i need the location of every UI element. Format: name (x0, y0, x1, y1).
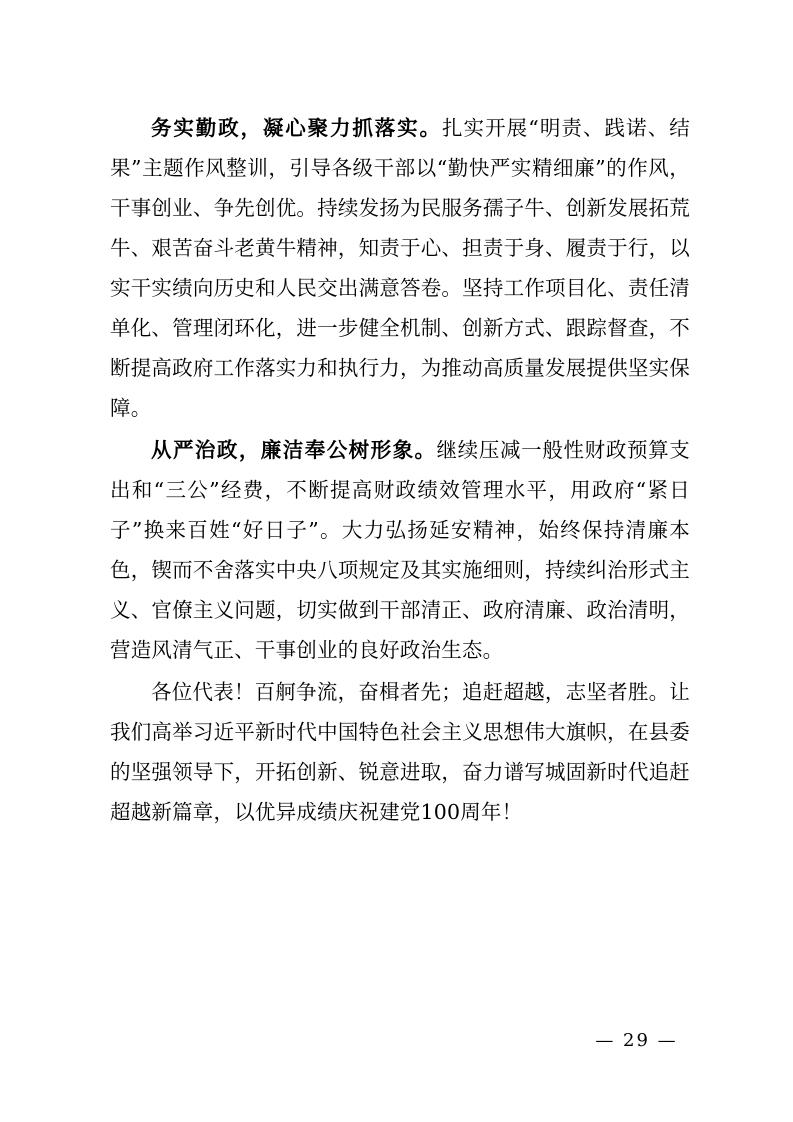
paragraph-1-lead: 务实勤政，凝心聚力抓落实。 (151, 116, 442, 140)
paragraph-1 (110, 108, 690, 428)
paragraph-2-lead: 从严治政，廉洁奉公树形象。 (151, 438, 437, 462)
paragraph-2-body: 继续压减一般性财政预算支出和“三公”经费，不断提高财政绩效管理水平，用政府“紧日子”换来百姓“好日子”。大力弘扬延安精神，始终保持清廉本色，锲而不舍落实中央八项规定及其实施细则，持续纠治形式主义、官僚主义问题，切实做到干部清正、政府清廉、政治清明，营造风清气正、干事创业的良好政治生态。 (110, 438, 690, 662)
page-footer (0, 1030, 793, 1051)
paragraph-3 (110, 672, 690, 832)
paragraph-1-body: 扎实开展“明责、践诺、结果”主题作风整训，引导各级干部以“勤快严实精细廉”的作风，干事创业、争先创优。持续发扬为民服务孺子牛、创新发展拓荒牛、艰苦奋斗老黄牛精神，知责于心、担责于身、履责于行，以实干实绩向历史和人民交出满意答卷。坚持工作项目化、责任清单化、管理闭环化，进一步健全机制、创新方式、跟踪督查，不断提高政府工作落实力和执行力，为推动高质量发展提供坚实保障。 (110, 116, 690, 420)
paragraph-3-body: 各位代表！百舸争流，奋楫者先；追赶超越，志坚者胜。让我们高举习近平新时代中国特色社会主义思想伟大旗帜，在县委的坚强领导下，开拓创新、锐意进取，奋力谱写城固新时代追赶超越新篇章，以优异成绩庆祝建党100周年！ (110, 680, 690, 824)
page-number: — 29 — (595, 1030, 678, 1051)
paragraph-2 (110, 430, 690, 670)
document-body (110, 108, 690, 832)
